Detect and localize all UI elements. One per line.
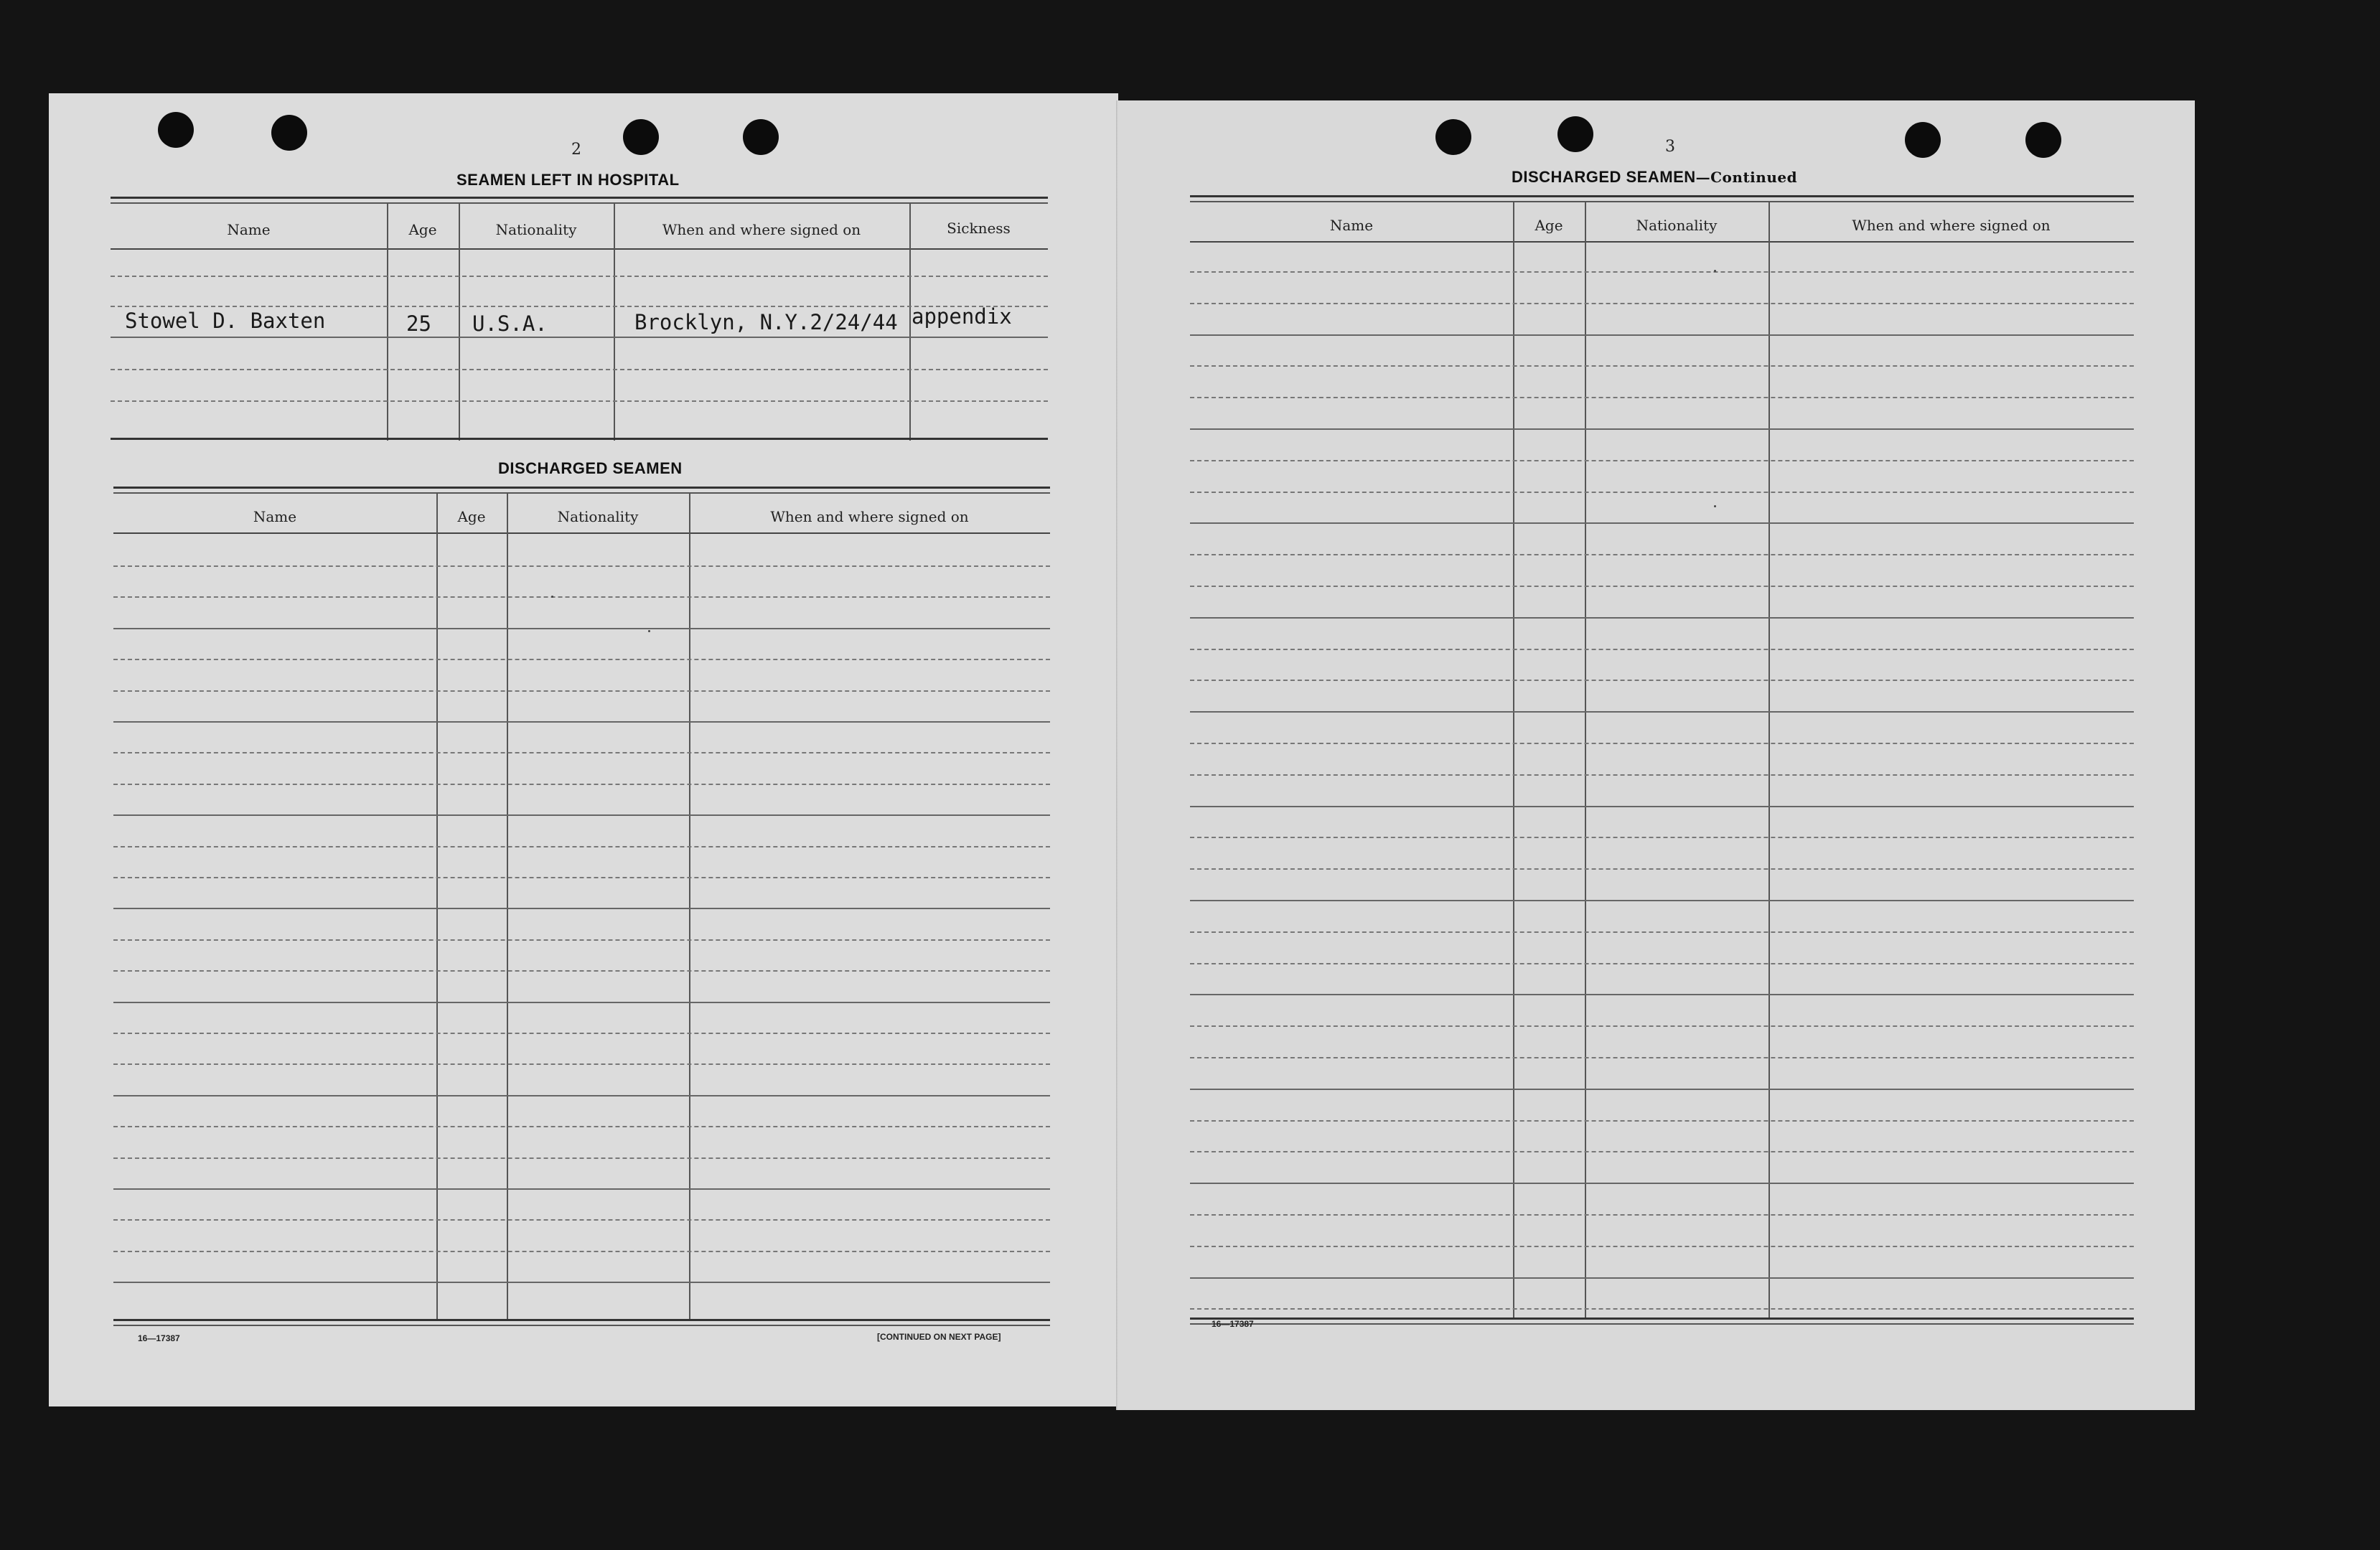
ruled-line bbox=[1190, 1057, 2134, 1058]
column-header-sickness: Sickness bbox=[947, 220, 1011, 237]
ruled-line bbox=[1190, 711, 2134, 713]
ruled-line bbox=[1190, 271, 2134, 273]
section-title-hospital: SEAMEN LEFT IN HOSPITAL bbox=[456, 171, 680, 189]
ruled-line bbox=[113, 784, 1050, 785]
column-header-signed-on: When and where signed on bbox=[662, 221, 861, 238]
ruled-line bbox=[1190, 460, 2134, 461]
ruled-line bbox=[113, 659, 1050, 660]
ruled-line bbox=[113, 1251, 1050, 1252]
hospital-entry-age: 25 bbox=[406, 311, 431, 336]
hospital-entry-nationality: U.S.A. bbox=[472, 311, 548, 336]
punch-hole bbox=[1557, 116, 1593, 152]
ruled-line bbox=[1190, 900, 2134, 901]
ruled-line bbox=[1190, 428, 2134, 430]
ruled-line bbox=[113, 628, 1050, 629]
ruled-line bbox=[113, 1188, 1050, 1190]
column-header-signed-on: When and where signed on bbox=[770, 508, 969, 525]
ruled-line bbox=[113, 1002, 1050, 1003]
ruled-line bbox=[1190, 554, 2134, 555]
ruled-line bbox=[1190, 1246, 2134, 1247]
ruled-line bbox=[113, 970, 1050, 972]
section-title-suffix: —Continued bbox=[1695, 169, 1798, 186]
punch-hole bbox=[1435, 119, 1471, 155]
ruled-line bbox=[1190, 334, 2134, 336]
ruled-line bbox=[1190, 522, 2134, 524]
ruled-line bbox=[1190, 1183, 2134, 1184]
continued-note: [CONTINUED ON NEXT PAGE] bbox=[877, 1332, 1001, 1342]
page-number: 3 bbox=[1665, 138, 1675, 156]
ruled-line bbox=[113, 1095, 1050, 1096]
ruled-line bbox=[1190, 397, 2134, 398]
ruled-line bbox=[1190, 1151, 2134, 1152]
hospital-entry-sickness: appendix bbox=[912, 304, 1012, 329]
punch-hole bbox=[271, 115, 307, 151]
column-header-signed-on: When and where signed on bbox=[1852, 217, 2051, 234]
punch-hole bbox=[1905, 122, 1941, 158]
column-header-age: Age bbox=[1535, 217, 1563, 234]
ruled-line bbox=[113, 846, 1050, 847]
ruled-line bbox=[1190, 837, 2134, 838]
column-header-nationality: Nationality bbox=[557, 508, 639, 525]
punch-hole bbox=[2025, 122, 2061, 158]
ruled-line bbox=[1190, 774, 2134, 776]
discharged-continued-table bbox=[1190, 195, 2134, 1322]
ruled-line bbox=[113, 1126, 1050, 1127]
ruled-line bbox=[1190, 365, 2134, 367]
ruled-line bbox=[1190, 1089, 2134, 1090]
column-header-nationality: Nationality bbox=[495, 221, 577, 238]
ruled-line bbox=[1190, 1214, 2134, 1216]
ruled-line bbox=[1190, 743, 2134, 744]
form-number: 16—17387 bbox=[1212, 1319, 1254, 1329]
column-header-age: Age bbox=[457, 508, 486, 525]
discharged-table bbox=[113, 487, 1050, 1326]
ruled-line bbox=[1190, 680, 2134, 681]
ruled-line bbox=[113, 1282, 1050, 1283]
ruled-line bbox=[113, 1033, 1050, 1034]
punch-hole bbox=[623, 119, 659, 155]
ruled-line bbox=[113, 565, 1050, 567]
ruled-line bbox=[113, 752, 1050, 753]
ruled-line bbox=[1190, 586, 2134, 587]
form-number: 16—17387 bbox=[138, 1333, 180, 1343]
ruled-line bbox=[1190, 1025, 2134, 1027]
ruled-line bbox=[1190, 931, 2134, 933]
ruled-line bbox=[1190, 649, 2134, 650]
ruled-line bbox=[1190, 1308, 2134, 1310]
ruled-line bbox=[113, 1219, 1050, 1221]
section-title-discharged: DISCHARGED SEAMEN bbox=[498, 459, 683, 477]
hospital-entry-name: Stowel D. Baxten bbox=[125, 309, 326, 333]
column-header-name: Name bbox=[1329, 217, 1374, 234]
ruled-line bbox=[113, 908, 1050, 909]
ruled-line bbox=[1190, 617, 2134, 619]
ruled-line bbox=[1190, 868, 2134, 870]
ruled-line bbox=[113, 596, 1050, 598]
column-header-name: Name bbox=[253, 508, 297, 525]
ruled-line bbox=[1190, 492, 2134, 493]
ruled-line bbox=[1190, 303, 2134, 304]
ruled-line bbox=[1190, 994, 2134, 995]
ruled-line bbox=[113, 939, 1050, 941]
ruled-line bbox=[1190, 1120, 2134, 1122]
column-header-nationality: Nationality bbox=[1636, 217, 1718, 234]
section-title-main: DISCHARGED SEAMEN bbox=[1512, 168, 1696, 186]
column-header-name: Name bbox=[227, 221, 271, 238]
ruled-line bbox=[1190, 1277, 2134, 1279]
ruled-line bbox=[113, 814, 1050, 816]
column-header-age: Age bbox=[408, 221, 437, 238]
hospital-table bbox=[111, 197, 1048, 441]
ruled-line bbox=[1190, 806, 2134, 807]
right-page bbox=[1118, 100, 2195, 1410]
ruled-line bbox=[113, 1157, 1050, 1159]
ruled-line bbox=[113, 1063, 1050, 1065]
punch-hole bbox=[743, 119, 779, 155]
section-title-discharged-continued bbox=[1512, 168, 1797, 187]
ruled-line bbox=[113, 690, 1050, 692]
page-number: 2 bbox=[571, 141, 581, 159]
ruled-line bbox=[113, 877, 1050, 878]
hospital-entry-signed-on: Brocklyn, N.Y.2/24/44 bbox=[634, 310, 898, 334]
left-page bbox=[49, 93, 1118, 1406]
ruled-line bbox=[113, 721, 1050, 723]
ruled-line bbox=[1190, 963, 2134, 964]
punch-hole bbox=[158, 112, 194, 148]
